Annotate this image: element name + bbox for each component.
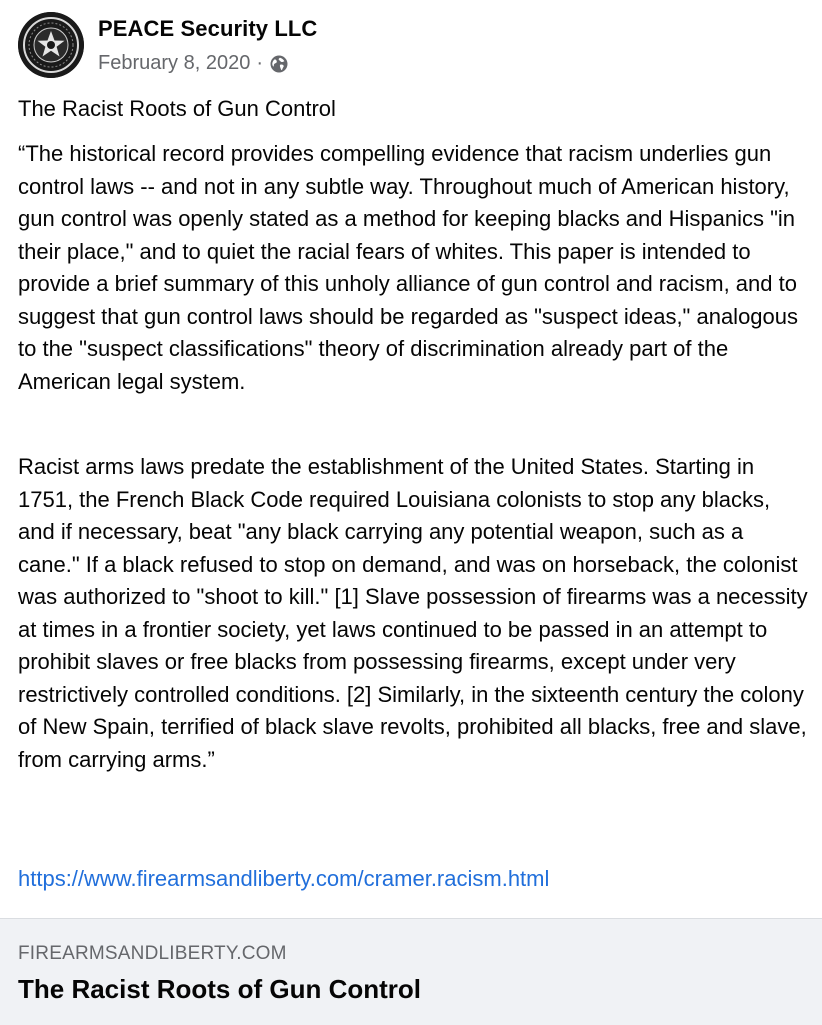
author-name[interactable]: PEACE Security LLC bbox=[98, 16, 318, 41]
avatar[interactable] bbox=[18, 12, 84, 78]
star-badge-icon bbox=[18, 12, 84, 78]
preview-title[interactable]: The Racist Roots of Gun Control bbox=[18, 974, 421, 1004]
link-preview-card[interactable] bbox=[0, 918, 822, 1025]
post-title: The Racist Roots of Gun Control bbox=[18, 96, 336, 121]
preview-domain: FIREARMSANDLIBERTY.COM bbox=[18, 943, 287, 964]
globe-icon[interactable] bbox=[269, 54, 289, 74]
post-paragraph-1: “The historical record provides compelling evidence that racism underlies gun control laws -- and not in any subtle way. Throughout much of American history, gun control was openly stated as a method for keeping blacks and Hispanics "in their place," and to quiet the racial fears of whites. This paper is intended to provide a brief summary of this unholy alliance of gun control and racism, and to suggest that gun control laws should be regarded as "suspect ideas," analogous to the "suspect classifications" theory of discrimination already part of the American legal system. bbox=[18, 141, 799, 394]
post-date[interactable]: February 8, 2020 bbox=[98, 52, 251, 74]
post-paragraph-2: Racist arms laws predate the establishment of the United States. Starting in 1751, the French Black Code required Louisiana colonists to stop any blacks, and if necessary, beat "any black carrying any potential weapon, such as a cane." If a black refused to stop on demand, and was on horseback, the colonist was authorized to "shoot to kill." [1] Slave possession of firearms was a necessity at times in a frontier society, yet laws continued to be passed in an attempt to prohibit slaves or free blacks from possessing firearms, except under very restrictively controlled conditions. [2] Similarly, in the sixteenth century the colony of New Spain, terrified of black slave revolts, prohibited all blacks, free and slave, from carrying arms.” bbox=[18, 454, 808, 772]
post-meta bbox=[98, 52, 289, 75]
meta-separator: · bbox=[256, 52, 263, 74]
post-link[interactable]: https://www.firearmsandliberty.com/cramer.racism.html bbox=[18, 866, 550, 891]
post-header bbox=[18, 12, 798, 82]
